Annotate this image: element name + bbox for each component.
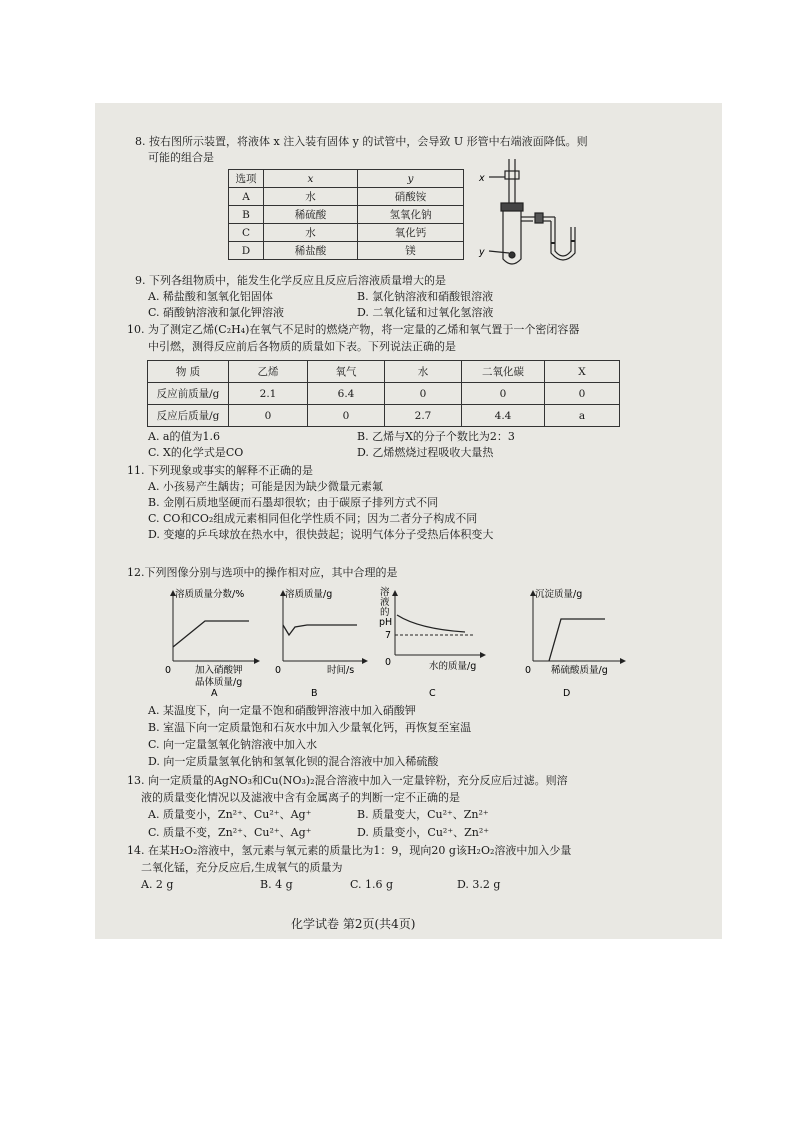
- q8-cell: C: [229, 224, 264, 242]
- q10-cell: a: [545, 405, 620, 427]
- q10-header: X: [545, 361, 620, 383]
- graph-b-origin: 0: [275, 665, 282, 676]
- q8-cell: 硝酸铵: [358, 188, 464, 206]
- q9-option-d: D. 二氧化锰和过氧化氢溶液: [357, 306, 494, 319]
- q8-cell: 水: [264, 224, 358, 242]
- q12-option-b: B. 室温下向一定质量饱和石灰水中加入少量氧化钙，再恢复至室温: [148, 721, 472, 734]
- q10-cell: 0: [545, 383, 620, 405]
- q10-cell: 0: [462, 383, 545, 405]
- q8-cell: 水: [264, 188, 358, 206]
- graph-b-letter: B: [311, 688, 318, 697]
- q14-option-c: C. 1.6 g: [350, 878, 394, 891]
- q8-cell: 稀盐酸: [264, 242, 358, 260]
- q14-option-d: D. 3.2 g: [457, 878, 501, 891]
- q10-cell: 2.1: [229, 383, 308, 405]
- graph-b-ylabel: 溶质质量/g: [285, 589, 333, 600]
- q12-graph-b: [273, 585, 373, 697]
- q10-option-d: D. 乙烯燃烧过程吸收大量热: [357, 446, 494, 459]
- u-tube-apparatus-diagram: [475, 155, 585, 273]
- page-footer: 化学试卷 第2页(共4页): [291, 917, 416, 931]
- q10-option-c: C. X的化学式是CO: [148, 446, 244, 459]
- q11-option-c: C. CO和CO₂组成元素相同但化学性质不同；因为二者分子构成不同: [148, 512, 478, 525]
- q9-option-c: C. 硝酸钠溶液和氯化钾溶液: [148, 306, 285, 319]
- graph-a-xlabel1: 加入硝酸钾: [195, 665, 243, 676]
- q12-stem: 12.下列图像分别与选项中的操作相对应，其中合理的是: [127, 566, 398, 579]
- exam-page: [95, 103, 722, 939]
- q8-header-option: 选项: [229, 170, 264, 188]
- q8-line1: 8. 按右图所示装置，将液体 x 注入装有固体 y 的试管中，会导致 U 形管中右端液面降低。则: [135, 135, 588, 148]
- q8-header-y: y: [358, 170, 464, 188]
- graph-c-curve: [397, 615, 465, 632]
- graph-d-letter: D: [563, 688, 571, 697]
- q10-table: [147, 360, 620, 427]
- graph-b-xlabel: 时间/s: [327, 665, 355, 676]
- q10-cell: 2.7: [385, 405, 462, 427]
- q14-line1: 14. 在某H₂O₂溶液中，氢元素与氧元素的质量比为1：9，现向20 g该H₂O₂溶液中加入少量: [127, 844, 572, 857]
- graph-c-origin: 0: [385, 657, 392, 668]
- q8-header-x: x: [264, 170, 358, 188]
- q14-option-b: B. 4 g: [260, 878, 293, 891]
- q12-option-c: C. 向一定量氢氧化钠溶液中加入水: [148, 738, 318, 751]
- q11-option-a: A. 小孩易产生龋齿；可能是因为缺少微量元素氟: [148, 480, 383, 493]
- q8-table: [228, 169, 464, 260]
- q13-option-b: B. 质量变大，Cu²⁺、Zn²⁺: [357, 808, 489, 821]
- graph-d-curve: [549, 619, 605, 661]
- q10-cell: 6.4: [308, 383, 385, 405]
- graph-a-ylabel: 溶质质量分数/%: [175, 589, 245, 600]
- q10-option-b: B. 乙烯与X的分子个数比为2：3: [357, 430, 515, 443]
- q10-line1: 10. 为了测定乙烯(C₂H₄)在氧气不足时的燃烧产物，将一定量的乙烯和氧气置于一个密闭容器: [127, 323, 580, 336]
- q10-cell: 反应前质量/g: [148, 383, 229, 405]
- graph-b-curve: [283, 625, 357, 635]
- q10-option-a: A. a的值为1.6: [148, 430, 220, 443]
- graph-c-ylabel: pH: [379, 617, 393, 628]
- graph-d-xlabel: 稀硫酸质量/g: [551, 665, 608, 676]
- q13-option-a: A. 质量变小，Zn²⁺、Cu²⁺、Ag⁺: [148, 808, 312, 821]
- apparatus-x-label: x: [479, 173, 485, 184]
- q14-line2: 二氧化锰，充分反应后,生成氧气的质量为: [141, 861, 343, 874]
- graph-a-letter: A: [211, 688, 218, 697]
- graph-a-xlabel2: 晶体质量/g: [195, 677, 243, 688]
- q10-header: 二氧化碳: [462, 361, 545, 383]
- q8-cell: 稀硫酸: [264, 206, 358, 224]
- graph-d-ylabel: 沉淀质量/g: [535, 589, 583, 600]
- q14-option-a: A. 2 g: [141, 878, 174, 891]
- q12-option-d: D. 向一定质量氢氧化钠和氢氧化钡的混合溶液中加入稀硫酸: [148, 755, 439, 768]
- q10-header: 物 质: [148, 361, 229, 383]
- q8-cell: D: [229, 242, 264, 260]
- q10-cell: 反应后质量/g: [148, 405, 229, 427]
- q10-header: 氧气: [308, 361, 385, 383]
- q8-cell: 氧化钙: [358, 224, 464, 242]
- q10-cell: 0: [385, 383, 462, 405]
- q10-header: 水: [385, 361, 462, 383]
- q11-option-d: D. 变瘪的乒乓球放在热水中，很快鼓起；说明气体分子受热后体积变大: [148, 528, 494, 541]
- q10-cell: 0: [229, 405, 308, 427]
- q12-graph-a: [157, 585, 267, 697]
- graph-c-tick-7: 7: [385, 630, 392, 641]
- q9-option-b: B. 氯化钠溶液和硝酸银溶液: [357, 290, 494, 303]
- q12-option-a: A. 某温度下，向一定量不饱和硝酸钾溶液中加入硝酸钾: [148, 704, 416, 717]
- q13-option-c: C. 质量不变，Zn²⁺、Cu²⁺、Ag⁺: [148, 826, 312, 839]
- q13-line2: 液的质量变化情况以及滤液中含有金属离子的判断一定不正确的是: [141, 791, 460, 804]
- graph-a-curve: [173, 621, 249, 647]
- q9-stem: 9. 下列各组物质中，能发生化学反应且反应后溶液质量增大的是: [135, 274, 446, 287]
- graph-c-ylabel: 液: [380, 597, 390, 608]
- q8-cell: 镁: [358, 242, 464, 260]
- q10-line2: 中引燃，测得反应前后各物质的质量如下表。下列说法正确的是: [148, 340, 456, 353]
- q12-graph-c: [379, 585, 489, 697]
- q12-graph-d: [519, 585, 631, 697]
- q10-cell: 0: [308, 405, 385, 427]
- graph-c-xlabel: 水的质量/g: [429, 661, 477, 672]
- graph-c-letter: C: [429, 688, 436, 697]
- graph-d-origin: 0: [525, 665, 532, 676]
- q8-line2: 可能的组合是: [148, 151, 214, 164]
- graph-c-ylabel: 的: [380, 607, 390, 618]
- graph-a-origin: 0: [165, 665, 172, 676]
- q9-option-a: A. 稀盐酸和氢氧化铝固体: [148, 290, 273, 303]
- q8-cell: A: [229, 188, 264, 206]
- apparatus-y-label: y: [479, 247, 485, 258]
- q13-line1: 13. 向一定质量的AgNO₃和Cu(NO₃)₂混合溶液中加入一定量锌粉，充分反应后过滤。则溶: [127, 774, 568, 787]
- graph-c-ylabel: 溶: [380, 587, 390, 598]
- q10-header: 乙烯: [229, 361, 308, 383]
- q13-option-d: D. 质量变小，Cu²⁺、Zn²⁺: [357, 826, 490, 839]
- q8-cell: B: [229, 206, 264, 224]
- q11-stem: 11. 下列现象或事实的解释不正确的是: [127, 464, 313, 477]
- q8-cell: 氢氧化钠: [358, 206, 464, 224]
- q10-cell: 4.4: [462, 405, 545, 427]
- q11-option-b: B. 金刚石质地坚硬而石墨却很软；由于碳原子排列方式不同: [148, 496, 439, 509]
